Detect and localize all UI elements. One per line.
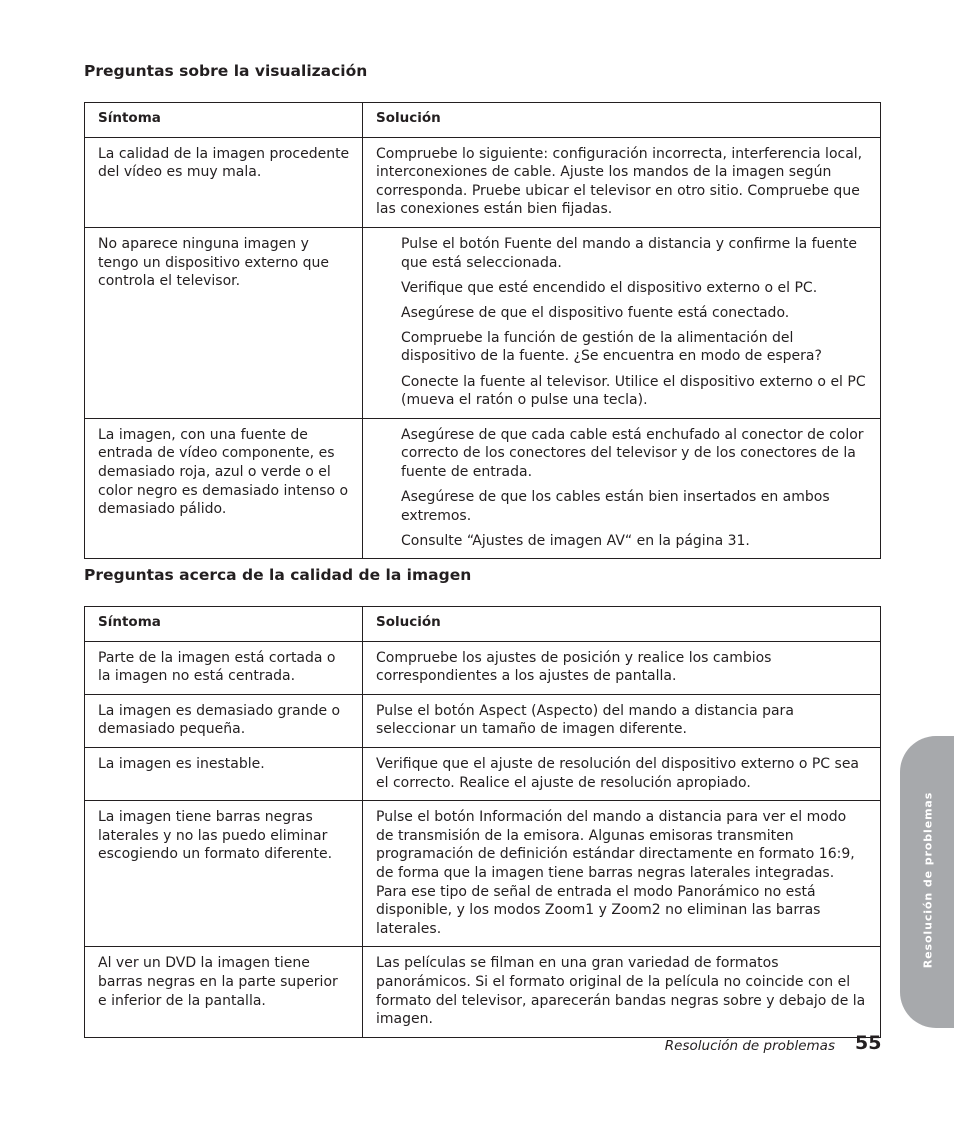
footer-chapter-label: Resolución de problemas <box>664 1038 835 1054</box>
table-row <box>85 418 881 559</box>
display-questions-table <box>84 102 881 559</box>
symptom-cell: La imagen es inestable. <box>85 747 363 800</box>
solution-item: Compruebe la función de gestión de la alimentación del dispositivo de la fuente. ¿Se encuentra en modo de espera? <box>401 329 822 365</box>
solution-list <box>376 235 868 410</box>
solution-item: Asegúrese de que cada cable está enchufado al conector de color correcto de los conectores del televisor y de los conectores de la fuente de entrada. <box>401 426 864 480</box>
symptom-cell: No aparece ninguna imagen y tengo un dispositivo externo que controla el televisor. <box>85 227 363 418</box>
table-row <box>85 641 881 694</box>
table-header-row <box>85 607 881 642</box>
section-title-image-quality-questions: Preguntas acerca de la calidad de la imagen <box>84 566 472 584</box>
solution-cell: Verifique que el ajuste de resolución del dispositivo externo o PC sea el correcto. Realice el ajuste de resolución apropiado. <box>363 747 881 800</box>
symptom-cell: Parte de la imagen está cortada o la imagen no está centrada. <box>85 641 363 694</box>
symptom-cell: Al ver un DVD la imagen tiene barras negras en la parte superior e inferior de la pantalla. <box>85 947 363 1037</box>
image-quality-questions-table <box>84 606 881 1038</box>
solution-item: Asegúrese de que los cables están bien insertados en ambos extremos. <box>401 489 830 524</box>
solution-cell <box>363 418 881 559</box>
solution-list <box>376 426 868 551</box>
solution-cell: Pulse el botón Información del mando a distancia para ver el modo de transmisión de la emisora. Algunas emisoras transmiten programación de definición estándar directamente en formato 16:9, de forma que la imagen tiene barras negras laterales integradas. Para ese tipo de señal de entrada el modo Panorámico no está disponible, y los modos Zoom1 y Zoom2 no eliminan las barras laterales. <box>363 801 881 947</box>
solution-cell: Compruebe lo siguiente: configuración incorrecta, interferencia local, interconexiones de cable. Ajuste los mandos de la imagen según corresponda. Pruebe ubicar el televisor en otro sitio. Compruebe que las conexiones están bien fijadas. <box>363 137 881 227</box>
table-row <box>85 801 881 947</box>
symptom-cell: La imagen tiene barras negras laterales y no las puedo eliminar escogiendo un formato diferente. <box>85 801 363 947</box>
symptom-header: Síntoma <box>85 607 363 642</box>
table-row <box>85 137 881 227</box>
symptom-cell: La imagen es demasiado grande o demasiado pequeña. <box>85 694 363 747</box>
table-row <box>85 747 881 800</box>
table-row <box>85 227 881 418</box>
solution-item: Consulte “Ajustes de imagen AV“ en la página 31. <box>401 532 750 549</box>
solution-cell: Las películas se filman en una gran variedad de formatos panorámicos. Si el formato original de la película no coincide con el formato del televisor, aparecerán bandas negras sobre y debajo de la imagen. <box>363 947 881 1037</box>
symptom-cell: La imagen, con una fuente de entrada de vídeo componente, es demasiado roja, azul o verde o el color negro es demasiado intenso o demasiado pálido. <box>85 418 363 559</box>
solution-cell: Pulse el botón Aspect (Aspecto) del mando a distancia para seleccionar un tamaño de imagen diferente. <box>363 694 881 747</box>
solution-item: Verifique que esté encendido el dispositivo externo o el PC. <box>401 279 818 296</box>
table-row <box>85 694 881 747</box>
symptom-cell: La calidad de la imagen procedente del vídeo es muy mala. <box>85 137 363 227</box>
solution-header: Solución <box>363 607 881 642</box>
table-header-row <box>85 103 881 138</box>
solution-item: Pulse el botón Fuente del mando a distancia y confirme la fuente que está seleccionada. <box>401 235 857 271</box>
symptom-header: Síntoma <box>85 103 363 138</box>
solution-cell <box>363 227 881 418</box>
table-row <box>85 947 881 1037</box>
chapter-side-tab-text: Resolución de problemas <box>921 791 935 969</box>
section-title-display-questions: Preguntas sobre la visualización <box>84 62 368 80</box>
page-number: 55 <box>855 1032 882 1054</box>
solution-cell: Compruebe los ajustes de posición y realice los cambios correspondientes a los ajustes de pantalla. <box>363 641 881 694</box>
solution-item: Asegúrese de que el dispositivo fuente está conectado. <box>401 304 790 321</box>
solution-header: Solución <box>363 103 881 138</box>
solution-item: Conecte la fuente al televisor. Utilice el dispositivo externo o el PC (mueva el ratón o pulse una tecla). <box>401 373 866 409</box>
